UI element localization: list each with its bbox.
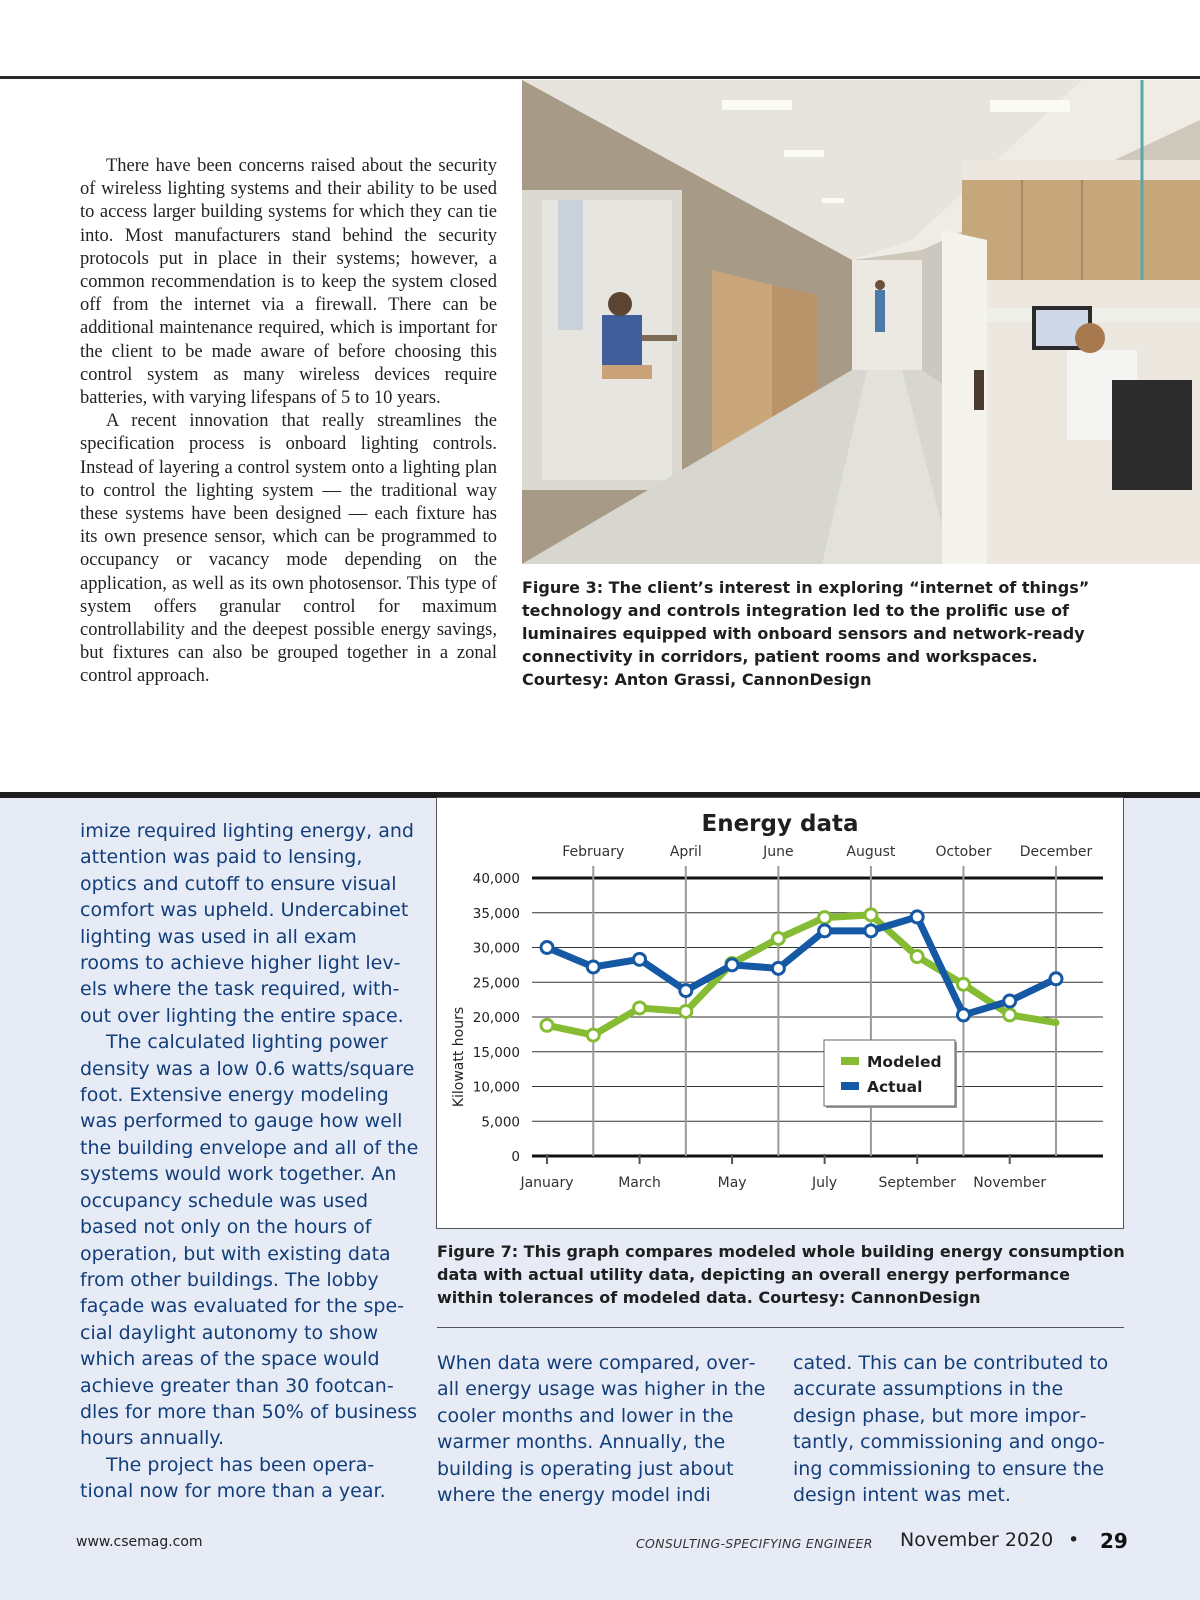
- page-number: 29: [1100, 1529, 1128, 1553]
- x-tick-label-top: August: [846, 844, 896, 860]
- y-tick-label: 25,000: [472, 975, 520, 992]
- body-column-3: [793, 1350, 1123, 1508]
- legend-label: Modeled: [867, 1053, 942, 1071]
- y-tick-label: 40,000: [472, 871, 520, 887]
- data-point-actual: [911, 911, 923, 923]
- data-point-actual: [726, 959, 738, 971]
- data-point-modeled: [772, 932, 784, 944]
- figure-3-caption: Figure 3: The client’s interest in exploring “internet of things” technology and controls integration led to the prolific use of luminaires equipped with onboard sensors and network-ready connectivity in corridors, patient rooms and workspaces. Courtesy: Anton Grassi, CannonDesign: [522, 578, 1090, 689]
- body-column-2: [437, 1350, 767, 1508]
- legend: [824, 1040, 955, 1106]
- y-tick-label: 30,000: [472, 940, 520, 957]
- data-point-actual: [680, 985, 692, 997]
- energy-chart: [436, 797, 1124, 1229]
- x-tick-label-top: April: [669, 844, 702, 860]
- x-tick-label-bottom: November: [973, 1175, 1047, 1191]
- x-tick-label-top: October: [935, 844, 992, 860]
- data-point-modeled: [957, 978, 969, 990]
- data-point-actual: [772, 962, 784, 974]
- blue-paragraph: The project has been operational now for more than a year.: [80, 1453, 386, 1503]
- y-tick-label: 15,000: [472, 1044, 520, 1061]
- x-tick-label-bottom: January: [520, 1175, 574, 1191]
- data-point-modeled: [1004, 1009, 1016, 1021]
- data-point-modeled: [680, 1005, 692, 1017]
- serif-body-column: [80, 155, 497, 689]
- data-point-modeled: [587, 1029, 599, 1041]
- corridor-photo: [522, 80, 1200, 564]
- data-point-modeled: [819, 912, 831, 924]
- energy-chart-svg: [437, 798, 1123, 1228]
- legend-swatch-modeled: [841, 1057, 859, 1065]
- blue-paragraph: imize required lighting energy, and attention was paid to lensing, optics and cutoff to ensure visual comfort was upheld. Undercabinet lighting was used in all exam rooms to achieve higher light levels where the task required, without over lighting the entire space.: [80, 820, 414, 1027]
- footer-magazine-name: CONSULTING-SPECIFYING ENGINEER: [636, 1536, 873, 1551]
- data-point-actual: [587, 961, 599, 973]
- column-3-text: cated. This can be contributed to accurate assumptions in the design phase, but more importantly, commissioning and ongoing commissioning to ensure the design intent was met.: [793, 1352, 1109, 1507]
- y-tick-label: 10,000: [472, 1079, 520, 1096]
- y-tick-label: 0: [511, 1149, 520, 1165]
- blue-body-column: [80, 818, 420, 1505]
- column-2-text: When data were compared, overall energy usage was higher in the cooler months and lower in the warmer months. Annually, the building is operating just about where the energy model indi: [437, 1352, 766, 1507]
- data-point-actual: [1050, 973, 1062, 985]
- data-point-actual: [1004, 995, 1016, 1007]
- figure-7-caption: Figure 7: This graph compares modeled whole building energy consumption data with actual utility data, depicting an overall energy performance within tolerances of modeled data. Courtesy: CannonDesign: [437, 1242, 1125, 1307]
- y-tick-label: 5,000: [481, 1114, 520, 1131]
- data-point-modeled: [911, 951, 923, 963]
- footer-date: November 2020: [900, 1529, 1054, 1551]
- data-point-actual: [634, 953, 646, 965]
- x-tick-label-top: June: [763, 844, 794, 860]
- caption-rule: [437, 1327, 1124, 1328]
- x-tick-label-top: December: [1019, 844, 1093, 860]
- footer-url[interactable]: www.csemag.com: [76, 1534, 203, 1550]
- serif-paragraph: There have been concerns raised about the security of wireless lighting systems and their ability to be used to access larger building systems for which they can tie into. Most manufacturers stand behind the security protocols put in place in their systems; however, a common recommendation is to keep the system closed off from the internet via a firewall. There can be additional maintenance required, which is important for the client to be made aware of before choosing this control system as many wireless devices require batteries, with varying lifespans of 5 to 10 years.: [80, 156, 497, 409]
- data-point-modeled: [634, 1002, 646, 1014]
- x-tick-label-top: February: [562, 844, 625, 860]
- x-tick-label-bottom: September: [878, 1175, 956, 1191]
- data-point-actual: [865, 925, 877, 937]
- y-tick-label: 20,000: [472, 1010, 520, 1026]
- footer-bullet: •: [1068, 1529, 1080, 1551]
- x-tick-label-bottom: March: [618, 1175, 661, 1191]
- data-point-modeled: [541, 1019, 553, 1031]
- y-tick-label: 35,000: [472, 905, 520, 922]
- data-point-actual: [957, 1009, 969, 1021]
- y-axis-label: Kilowatt hours: [451, 1006, 467, 1108]
- legend-swatch-actual: [841, 1082, 859, 1090]
- data-point-actual: [541, 942, 553, 954]
- top-rule: [0, 76, 1200, 79]
- legend-label: Actual: [867, 1078, 923, 1096]
- data-point-actual: [819, 925, 831, 937]
- serif-paragraph: A recent innovation that really streamlines the specification process is onboard lighting controls. Instead of layering a control system onto a lighting plan to control the lighting system — the traditional way these systems have been designed — each fixture has its own presence sensor, which can be programmed to occupancy or vacancy mode depending on the application, as well as its own photosensor. This type of system offers granular control for maximum controllability and the deepest possible energy savings, but fixtures can also be grouped together in a zonal control approach.: [80, 411, 497, 687]
- chart-title: Energy data: [701, 811, 859, 837]
- x-tick-label-bottom: May: [717, 1175, 747, 1191]
- blue-paragraph: The calculated lighting power density was a low 0.6 watts/square foot. Extensive energy modeling was performed to gauge how well the building envelope and all of the systems would work together. An occupancy schedule was used based not only on the hours of operation, but with existing data from other buildings. The lobby façade was evaluated for the special daylight autonomy to show which areas of the space would achieve greater than 30 footcandles for more than 50% of business hours annually.: [80, 1031, 419, 1450]
- data-point-modeled: [865, 909, 877, 921]
- x-tick-label-bottom: July: [812, 1175, 838, 1191]
